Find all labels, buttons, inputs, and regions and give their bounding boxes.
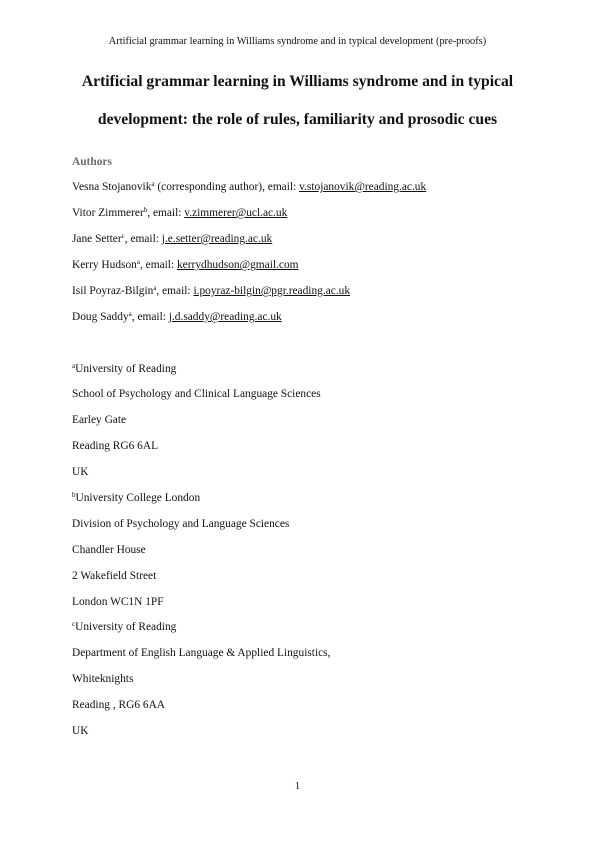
author-affiliation-mark: a	[136, 258, 140, 266]
author-affiliation-mark: a	[128, 310, 132, 318]
affiliation-line: UK	[72, 725, 89, 737]
author-note: (corresponding author), email:	[154, 181, 300, 193]
affiliation-line: Chandler House	[72, 544, 146, 556]
author-email-link[interactable]: v.zimmerer@ucl.ac.uk	[184, 207, 288, 219]
affiliation-institution: University College London	[75, 492, 201, 504]
author-name: Doug Saddy	[72, 311, 129, 323]
author-email-link[interactable]: i.poyraz-bilgin@pgr.reading.ac.uk	[193, 285, 351, 297]
affiliation-line	[72, 622, 176, 633]
affiliation-line: 2 Wakefield Street	[72, 570, 157, 582]
affiliation-mark: a	[72, 362, 76, 370]
author-name: Isil Poyraz-Bilgin	[72, 285, 154, 297]
author-line	[72, 260, 299, 271]
author-name: Kerry Hudson	[72, 259, 137, 271]
affiliation-line: UK	[72, 466, 89, 478]
author-line	[72, 234, 272, 245]
author-note: , email:	[147, 207, 185, 219]
author-affiliation-mark: c	[121, 232, 125, 240]
author-note: , email:	[156, 285, 194, 297]
affiliation-mark: c	[72, 620, 76, 628]
affiliation-line	[72, 493, 200, 504]
affiliation-line: Whiteknights	[72, 673, 134, 685]
author-line	[72, 208, 287, 219]
page-number: 1	[294, 781, 301, 792]
running-head: Artificial grammar learning in Williams syndrome and in typical development (pre-proofs)	[108, 36, 487, 47]
author-affiliation-mark: a	[153, 284, 157, 292]
author-affiliation-mark: a	[151, 180, 155, 188]
author-note: , email:	[131, 311, 169, 323]
author-email-link[interactable]: v.stojanovik@reading.ac.uk	[299, 181, 427, 193]
author-name: Vesna Stojanovik	[72, 181, 152, 193]
affiliation-line: Earley Gate	[72, 414, 127, 426]
author-line	[72, 182, 426, 193]
affiliation-line: School of Psychology and Clinical Language Sciences	[72, 388, 321, 400]
author-email-link[interactable]: j.d.saddy@reading.ac.uk	[168, 311, 282, 323]
author-note: , email:	[124, 233, 162, 245]
affiliation-line: Reading RG6 6AL	[72, 440, 159, 452]
author-note: , email:	[139, 259, 177, 271]
author-line	[72, 286, 350, 297]
affiliation-institution: University of Reading	[75, 363, 177, 375]
affiliation-line: London WC1N 1PF	[72, 596, 164, 608]
author-line	[72, 312, 282, 323]
author-name: Jane Setter	[72, 233, 122, 245]
author-email-link[interactable]: kerrydhudson@gmail.com	[176, 259, 299, 271]
paper-title-line-2: development: the role of rules, familiarity and prosodic cues	[97, 111, 498, 128]
affiliation-mark: b	[72, 491, 76, 499]
affiliation-institution: University of Reading	[75, 621, 177, 633]
affiliation-line	[72, 364, 176, 375]
author-email-link[interactable]: j.e.setter@reading.ac.uk	[161, 233, 273, 245]
paper-title-line-1: Artificial grammar learning in Williams syndrome and in typical	[81, 73, 514, 90]
affiliation-line: Division of Psychology and Language Sciences	[72, 518, 290, 530]
affiliation-line: Reading , RG6 6AA	[72, 699, 166, 711]
author-name: Vitor Zimmerer	[72, 207, 144, 219]
author-affiliation-mark: b	[143, 206, 148, 214]
affiliation-line: Department of English Language & Applied Linguistics,	[72, 647, 331, 659]
authors-heading: Authors	[72, 156, 112, 168]
